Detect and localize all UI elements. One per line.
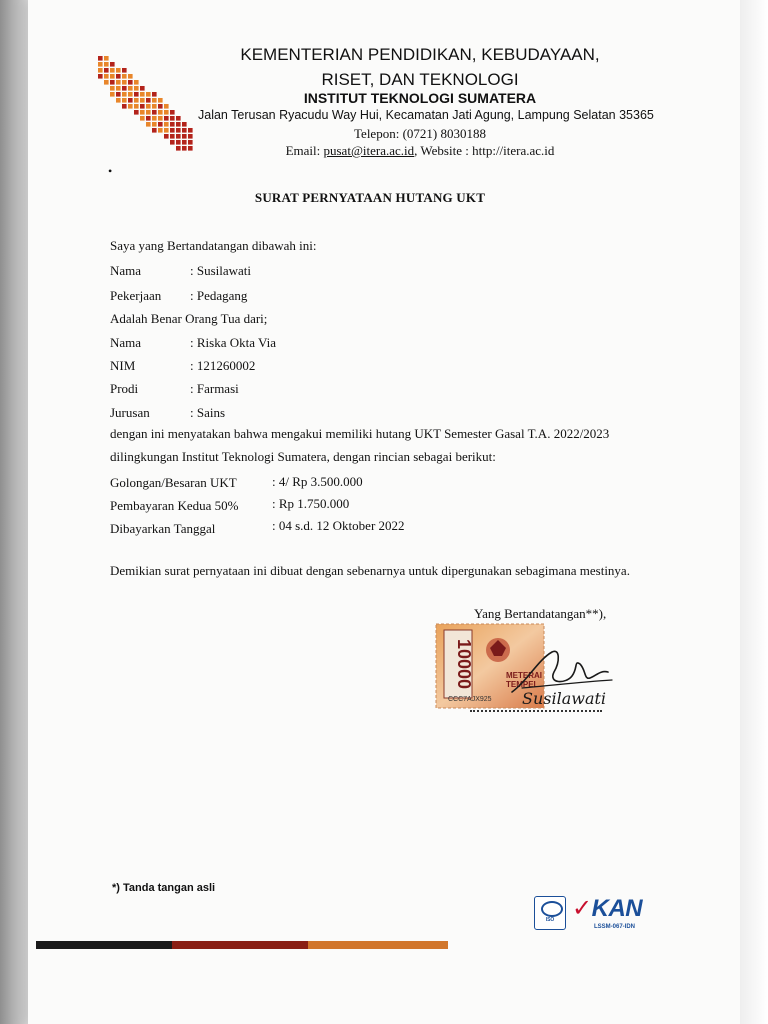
parent-job-value: : Pedagang xyxy=(190,288,248,303)
logo-dot xyxy=(140,110,145,115)
logo-dot xyxy=(134,104,139,109)
logo-dot xyxy=(188,140,193,145)
logo-dot xyxy=(128,80,133,85)
pembayaran-label: Pembayaran Kedua 50% xyxy=(110,498,239,513)
logo-dot xyxy=(164,116,169,121)
logo-dot xyxy=(128,98,133,103)
parent-name-label: Nama xyxy=(110,263,142,278)
logo-dot xyxy=(158,110,163,115)
ministry-name xyxy=(230,42,610,92)
logo-dot xyxy=(122,98,127,103)
ministry-line-1: KEMENTERIAN PENDIDIKAN, KEBUDAYAAN, xyxy=(240,45,600,64)
footnote: *) Tanda tangan asli xyxy=(112,882,216,894)
tanggal-label: Dibayarkan Tanggal xyxy=(110,521,216,536)
logo-dot xyxy=(116,68,121,73)
closing-paragraph: Demikian surat pernyataan ini dibuat dengan sebenarnya untuk dipergunakan sebagimana mestinya. xyxy=(110,563,630,578)
golongan-label: Golongan/Besaran UKT xyxy=(110,475,237,490)
signer-script: Susilawati xyxy=(522,689,607,708)
logo-dot xyxy=(182,146,187,151)
logo-dot xyxy=(146,110,151,115)
page-edge-shadow xyxy=(0,0,28,1024)
institute-contact xyxy=(230,143,610,159)
logo-dot xyxy=(152,116,157,121)
intro-text: Saya yang Bertandatangan dibawah ini: xyxy=(110,238,317,253)
logo-dot xyxy=(134,92,139,97)
logo-dot xyxy=(110,74,115,79)
email-label: Email: xyxy=(285,143,324,158)
footer-bar-orange xyxy=(308,941,448,949)
logo-dot xyxy=(116,92,121,97)
handwritten-signature xyxy=(508,640,618,710)
logo-dot xyxy=(116,74,121,79)
kan-text: KAN xyxy=(591,895,643,922)
logo-dot xyxy=(122,80,127,85)
logo-dot xyxy=(158,122,163,127)
logo-dot xyxy=(116,98,121,103)
logo-dot xyxy=(176,146,181,151)
logo-dot xyxy=(140,116,145,121)
logo-dot xyxy=(146,98,151,103)
kan-logo xyxy=(572,894,642,923)
logo-dot xyxy=(158,128,163,133)
logo-dot xyxy=(110,92,115,97)
logo-dot xyxy=(158,116,163,121)
logo-dot xyxy=(176,116,181,121)
logo-dot xyxy=(110,80,115,85)
document-title: SURAT PERNYATAAN HUTANG UKT xyxy=(254,190,486,205)
logo-dot xyxy=(146,92,151,97)
logo-dot xyxy=(140,104,145,109)
pembayaran-value: : Rp 1.750.000 xyxy=(272,496,350,511)
itera-logo-icon xyxy=(98,56,194,156)
logo-dot xyxy=(170,116,175,121)
logo-dot xyxy=(122,104,127,109)
logo-dot xyxy=(170,122,175,127)
parent-job-label: Pekerjaan xyxy=(110,288,162,303)
logo-dot xyxy=(98,62,103,67)
tanggal-value: : 04 s.d. 12 Oktober 2022 xyxy=(272,518,405,533)
footer-bar-black xyxy=(36,941,172,949)
logo-dot xyxy=(182,134,187,139)
logo-dot xyxy=(122,92,127,97)
logo-dot xyxy=(146,116,151,121)
logo-dot xyxy=(152,92,157,97)
stamp-text-2: TEMPEL xyxy=(506,680,539,689)
student-jurusan-label: Jurusan xyxy=(110,405,150,420)
logo-dot xyxy=(164,134,169,139)
bullet-dot: • xyxy=(108,164,113,178)
institute-phone: Telepon: (0721) 8030188 xyxy=(354,126,486,141)
logo-dot xyxy=(170,134,175,139)
signature-label: Yang Bertandatangan**), xyxy=(474,606,607,621)
logo-dot xyxy=(122,74,127,79)
website-label: , Website : xyxy=(414,143,473,158)
logo-dot xyxy=(128,104,133,109)
student-jurusan-value: : Sains xyxy=(190,405,226,420)
logo-dot xyxy=(182,140,187,145)
signature-dotted-line xyxy=(470,710,602,712)
iso-cert-mark: ISO xyxy=(545,917,555,923)
website-link[interactable]: http://itera.ac.id xyxy=(472,143,555,158)
logo-dot xyxy=(152,128,157,133)
stamp-value: 10000 xyxy=(454,638,474,690)
logo-dot xyxy=(140,86,145,91)
logo-dot xyxy=(152,122,157,127)
ministry-line-2: RISET, DAN TEKNOLOGI xyxy=(321,70,519,89)
logo-dot xyxy=(104,68,109,73)
logo-dot xyxy=(122,68,127,73)
student-nim-label: NIM xyxy=(110,358,136,373)
logo-dot xyxy=(176,122,181,127)
logo-dot xyxy=(98,74,103,79)
logo-dot xyxy=(122,86,127,91)
student-name-value: : Riska Okta Via xyxy=(190,335,276,350)
logo-dot xyxy=(152,98,157,103)
golongan-value: : 4/ Rp 3.500.000 xyxy=(272,474,363,489)
footer-bar-red xyxy=(172,941,308,949)
statement-line-2: dilingkungan Institut Teknologi Sumatera, dengan rincian sebagai berikut: xyxy=(110,449,496,464)
logo-dot xyxy=(164,110,169,115)
logo-dot xyxy=(188,134,193,139)
logo-dot xyxy=(110,62,115,67)
institute-address: Jalan Terusan Ryacudu Way Hui, Kecamatan Jati Agung, Lampung Selatan 35365 xyxy=(198,108,654,122)
kan-check-icon: ✓ xyxy=(572,895,592,922)
logo-dot xyxy=(98,68,103,73)
logo-dot xyxy=(128,86,133,91)
logo-dot xyxy=(176,134,181,139)
logo-dot xyxy=(140,98,145,103)
stamp-text-1: METERAI xyxy=(506,671,542,680)
logo-dot xyxy=(104,56,109,61)
parent-name-value: : Susilawati xyxy=(190,263,252,278)
logo-dot xyxy=(146,122,151,127)
iso-cert-ring xyxy=(541,901,563,917)
logo-dot xyxy=(104,74,109,79)
logo-dot xyxy=(164,128,169,133)
logo-dot xyxy=(116,86,121,91)
email-link[interactable]: pusat@itera.ac.id xyxy=(323,143,415,158)
logo-dot xyxy=(152,104,157,109)
logo-dot xyxy=(128,92,133,97)
student-prodi-value: : Farmasi xyxy=(190,381,239,396)
logo-dot xyxy=(182,128,187,133)
logo-dot xyxy=(140,92,145,97)
logo-dot xyxy=(110,68,115,73)
student-nim-value: : 121260002 xyxy=(190,358,256,373)
logo-dot xyxy=(176,140,181,145)
logo-dot xyxy=(134,98,139,103)
logo-dot xyxy=(134,86,139,91)
logo-dot xyxy=(164,104,169,109)
relation-text: Adalah Benar Orang Tua dari; xyxy=(110,311,268,326)
logo-dot xyxy=(110,86,115,91)
logo-dot xyxy=(158,104,163,109)
logo-dot xyxy=(188,128,193,133)
student-prodi-label: Prodi xyxy=(110,381,139,396)
statement-line-1: dengan ini menyatakan bahwa mengakui memiliki hutang UKT Semester Gasal T.A. 2022/2023 xyxy=(110,426,610,441)
logo-dot xyxy=(116,80,121,85)
page-right-margin xyxy=(740,0,768,1024)
certification-logos xyxy=(530,892,660,936)
logo-dot xyxy=(170,128,175,133)
kan-code: LSSM-067-IDN xyxy=(594,924,636,930)
institute-name: INSTITUT TEKNOLOGI SUMATERA xyxy=(303,90,537,106)
student-name-label: Nama xyxy=(110,335,142,350)
logo-dot xyxy=(152,110,157,115)
logo-dot xyxy=(104,80,109,85)
logo-dot xyxy=(134,110,139,115)
logo-dot xyxy=(104,62,109,67)
logo-dot xyxy=(188,146,193,151)
logo-dot xyxy=(170,110,175,115)
logo-dot xyxy=(170,140,175,145)
logo-dot xyxy=(158,98,163,103)
stamp-serial: CCC7AJX925 xyxy=(448,696,492,703)
logo-dot xyxy=(98,56,103,61)
logo-dot xyxy=(176,128,181,133)
logo-dot xyxy=(182,122,187,127)
logo-dot xyxy=(134,80,139,85)
logo-dot xyxy=(128,74,133,79)
logo-dot xyxy=(146,104,151,109)
logo-dot xyxy=(164,122,169,127)
iso-cert-icon xyxy=(534,896,566,930)
